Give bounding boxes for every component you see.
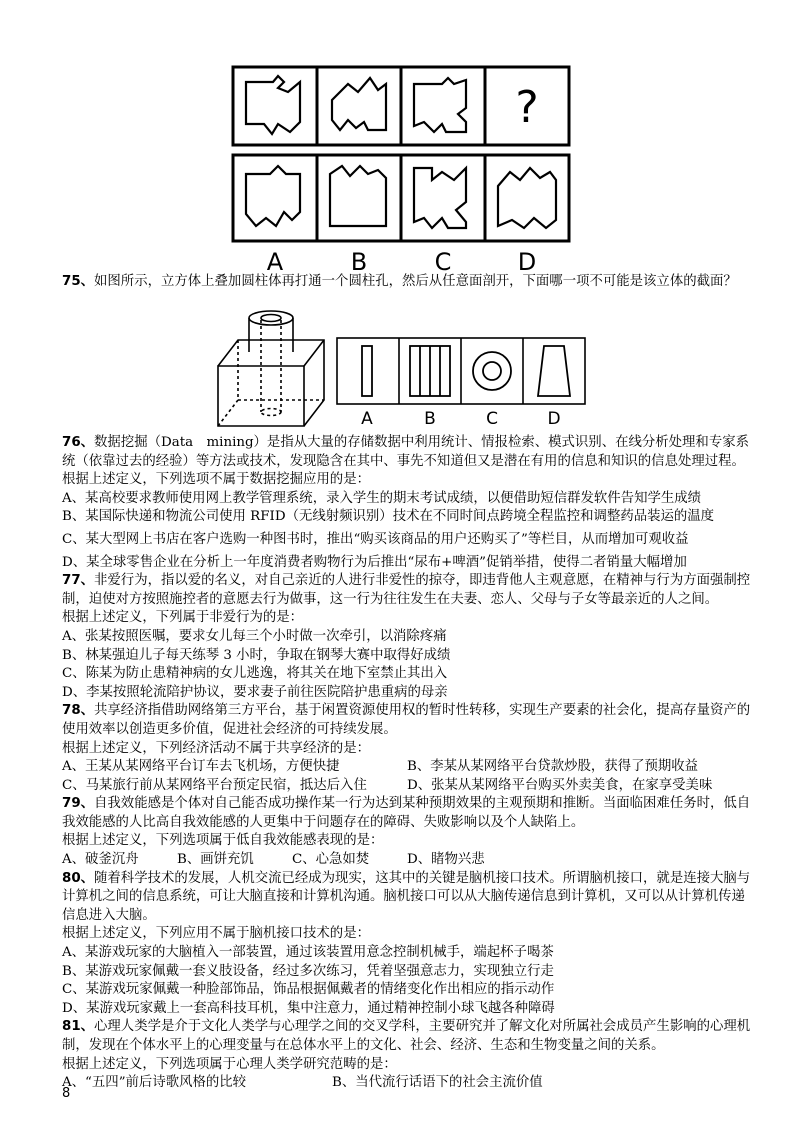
sequence-shape-3 (414, 78, 466, 132)
question-81 (62, 1018, 752, 1092)
option-c: C、心急如焚 (292, 852, 370, 868)
option-a: A、张某按照医嘱，要求女儿每三个小时做一次牵引，以消除疼痛 (62, 628, 447, 644)
option-d: D、某全球零售企业在分析上一年度消费者购物行为后推出“尿布+啤酒”促销举措，使得二者销量大幅增加 (62, 554, 687, 570)
question-prompt: 根据上述定义，下列选项属于低自我效能感表现的是： (62, 833, 384, 849)
question-prompt: 根据上述定义，下列属于非爱行为的是： (62, 610, 304, 626)
question-79 (62, 795, 752, 869)
question-stem: 随着科学技术的发展，人机交流已经成为现实，这其中的关键是脑机接口技术。所谓脑机接口，就是连接大脑与计算机之间的信息系统，可让大脑直接和计算机沟通。脑机接口可以从大脑传递信息到计算机，又可以从计算机传递信息进入大脑。 (62, 870, 751, 923)
question-78 (62, 702, 752, 795)
option-b: B、李某从某网络平台贷款炒股，获得了预期收益 (407, 759, 699, 775)
option-d: D、某游戏玩家戴上一套高科技耳机，集中注意力，通过精神控制小球飞越各种障碍 (62, 1000, 555, 1016)
section-b-shape (410, 346, 450, 396)
question-stem: 数据挖掘（Data mining）是指从大量的存储数据中利用统计、情报检索、模式识别、在线分析处理和专家系统（依靠过去的经验）等方法或技术，发现隐含在其中、事先不知道但又是潜在有用的信息和知识的信息处理过程。 (62, 435, 749, 469)
question-prompt: 根据上述定义，下列应用不属于脑机接口技术的是： (62, 926, 370, 942)
section-d-shape (538, 346, 570, 396)
sequence-shape-1 (246, 76, 300, 134)
section-label-d: D (547, 409, 561, 429)
option-c: C、陈某为防止患精神病的女儿逃逸，将其关在地下室禁止其出入 (62, 666, 448, 682)
option-c: C、某游戏玩家佩戴一种脸部饰品，饰品根据佩戴者的情绪变化作出相应的指示动作 (62, 982, 555, 998)
option-label-d: D (517, 248, 537, 274)
question-stem: 共享经济指借助网络第三方平台，基于闲置资源使用权的暂时性转移，实现生产要素的社会化，提高存量资产的使用效率以创造更多价值，促进社会经济的可持续发展。 (62, 703, 751, 737)
question-number: 81、 (62, 1019, 95, 1035)
section-label-a: A (361, 409, 373, 429)
question-80 (62, 870, 752, 1019)
question-prompt: 根据上述定义，下列选项属于心理人类学研究范畴的是： (62, 1056, 397, 1072)
section-label-b: B (424, 409, 436, 429)
option-a: A、王某从某网络平台订车去飞机场，方便快捷 (62, 759, 340, 775)
option-a: A、某高校要求教师使用网上教学管理系统，录入学生的期末考试成绩，以便借助短信群发软件告知学生成绩 (62, 490, 702, 506)
option-a: A、破釜沉舟 (62, 852, 139, 868)
question-stem: 心理人类学是介于文化人类学与心理学之间的交叉学科，主要研究并了解文化对所属社会成员产生影响的心理机制，发现在个体水平上的心理变量与在总体水平上的文化、社会、经济、生态和生物变量之间的关系。 (62, 1019, 751, 1053)
option-d: D、张某从某网络平台购买外卖美食，在家享受美味 (407, 777, 713, 793)
question-mark: ? (515, 82, 539, 133)
questions-76-81 (62, 434, 752, 1093)
question-number: 76、 (62, 435, 95, 450)
section-a-shape (362, 346, 372, 396)
question-number: 75、 (62, 274, 95, 289)
option-b: B、当代流行话语下的社会主流价值 (332, 1075, 543, 1091)
option-c: C、某大型网上书店在客户选购一种图书时，推出“购买该商品的用户还购买了”等栏目，从而增加可观收益 (62, 531, 689, 547)
option-d: D、李某按照轮流陪护协议，要求妻子前往医院陪护患重病的母亲 (62, 684, 448, 700)
option-a: A、某游戏玩家的大脑植入一部装置，通过该装置用意念控制机械手，端起杯子喝茶 (62, 945, 554, 961)
section-label-c: C (486, 409, 498, 429)
question-number: 80、 (62, 870, 95, 886)
option-b: B、某国际快递和物流公司使用 RFID（无线射频识别）技术在不同时间点跨境全程监控和调整药品装运的温度 (62, 509, 715, 525)
option-label-a: A (266, 248, 284, 274)
question-prompt: 根据上述定义，下列选项不属于数据挖掘应用的是： (62, 472, 370, 488)
option-b: B、画饼充饥 (177, 852, 254, 868)
page-number: 8 (62, 1086, 71, 1101)
option-d-shape (498, 168, 556, 228)
option-c-shape (414, 168, 466, 228)
option-label-c: C (434, 248, 452, 274)
question-prompt: 根据上述定义，下列经济活动不属于共享经济的是： (62, 740, 370, 756)
question-75-figure (214, 308, 589, 434)
option-b: B、林某强迫儿子每天练琴 3 小时，争取在钢琴大赛中取得好成绩 (62, 647, 451, 663)
section-c-shape (473, 352, 511, 390)
option-b: B、某游戏玩家佩戴一套义肢设备，经过多次练习，凭着坚强意志力，实现独立行走 (62, 963, 554, 979)
question-stem: 自我效能感是个体对自己能否成功操作某一行为达到某种预期效果的主观预期和推断。当面临困难任务时，低自我效能感的人比高自我效能感的人更集中于问题存在的障碍、失败影响以及个人缺陷上。 (62, 796, 751, 830)
question-76 (62, 434, 752, 572)
sequence-shape-2 (332, 78, 386, 130)
option-label-b: B (350, 248, 368, 274)
question-77 (62, 572, 752, 702)
question-74-figure (228, 62, 573, 274)
option-d: D、睹物兴悲 (407, 852, 485, 868)
option-a: A、“五四”前后诗歌风格的比较 (62, 1075, 247, 1091)
question-number: 78、 (62, 703, 95, 719)
option-c: C、马某旅行前从某网络平台预定民宿，抵达后入住 (62, 777, 367, 793)
question-number: 79、 (62, 796, 95, 812)
question-stem: 如图所示，立方体上叠加圆柱体再打通一个圆柱孔，然后从任意面剖开，下面哪一项不可能是该立体的截面？ (94, 274, 737, 289)
option-b-shape (330, 166, 386, 226)
question-stem: 非爱行为，指以爱的名义，对自己亲近的人进行非爱性的掠夺，即违背他人主观意愿，在精神与行为方面强制控制，迫使对方按照施控者的意愿去行为做事，这一行为往往发生在夫妻、恋人、父母与子女等最亲近的人之间。 (62, 573, 751, 607)
option-a-shape (246, 166, 300, 226)
question-75 (62, 273, 752, 292)
question-number: 77、 (62, 573, 95, 589)
